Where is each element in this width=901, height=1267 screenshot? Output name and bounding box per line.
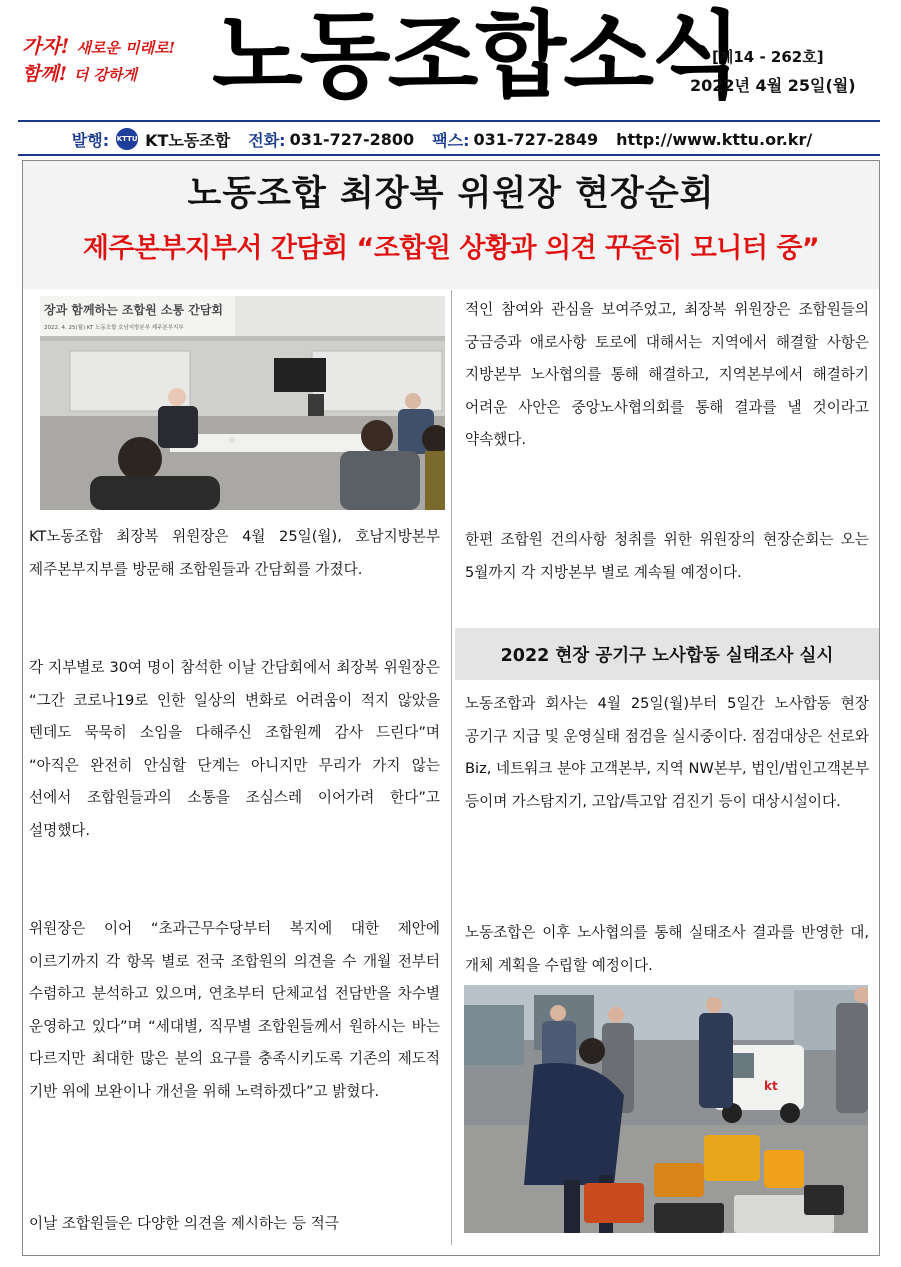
fax-label: 팩스: bbox=[432, 130, 470, 150]
newsletter-title: 노동조합소식 bbox=[212, 2, 739, 111]
slogan-line1-a: 가자! bbox=[22, 34, 70, 58]
column-divider bbox=[451, 290, 452, 1245]
right-paragraph-2: 한편 조합원 건의사항 청취를 위한 위원장의 현장순회는 오는 5월까지 각 지방본부 별로 계속될 예정이다. bbox=[465, 531, 869, 581]
left-paragraph-2: 각 지부별로 30여 명이 참석한 이날 간담회에서 최장복 위원장은 “그간 코로나19로 인한 일상의 변화로 어려움이 적지 않았을 텐데도 묵묵히 소임을 다해주신 조합원께 감사 드린다”며 “아직은 완전히 안심할 단계는 아니지만 무리가 가지 않는 선에서 조합원들과의 소통을 조심스레 이어가려 한다”고 설명했다. bbox=[29, 659, 440, 839]
meeting-photo bbox=[40, 296, 445, 510]
website-link[interactable]: http://www.kttu.or.kr/ bbox=[616, 129, 813, 149]
fax-number: 031-727-2849 bbox=[473, 129, 599, 149]
slogan-line2-a: 함께! bbox=[22, 63, 68, 85]
inspection-photo bbox=[464, 985, 868, 1233]
publisher-label: 발행: bbox=[71, 130, 110, 150]
issue-number: [제14 - 262호] bbox=[712, 48, 824, 66]
issue-date: 2022년 4월 25일(월) bbox=[690, 76, 856, 95]
left-paragraph-4: 이날 조합원들은 다양한 의견을 제시하는 등 적극 bbox=[29, 1215, 339, 1232]
right-paragraph-1: 적인 참여와 관심을 보여주었고, 최장복 위원장은 조합원들의 궁금증과 애로사항 토로에 대해서는 지역에서 해결할 사항은 지방본부 노사협의를 통해 해결하고, 지역본부에서 해결하기 어려운 사안은 중앙노사협의회를 통해 결과를 낼 것이라고 약속했다. bbox=[465, 301, 869, 448]
left-paragraph-3: 위원장은 이어 “초과근무수당부터 복지에 대한 제안에 이르기까지 각 항목 별로 전국 조합원의 의견을 수 개월 전부터 수렴하고 분석하고 있으며, 연초부터 단체교섭 전담반을 차수별 운영하고 있다”며 “세대별, 직무별 조합원들께서 원하시는 바는 다르지만 최대한 많은 분의 요구를 충족시키도록 기존의 제도적 기반 위에 보완이나 개선을 위해 노력하겠다”고 밝혔다. bbox=[29, 920, 440, 1100]
section-title: 2022 현장 공기구 노사합동 실태조사 실시 bbox=[455, 628, 879, 680]
photo1-caption-text: 2022. 4. 25(월) KT 노동조합 호남지방본부 제주본부지부 bbox=[44, 325, 184, 331]
slogan bbox=[22, 32, 197, 89]
section2-paragraph-1: 노동조합과 회사는 4월 25일(월)부터 5일간 노사합동 현장 공기구 지급 및 운영실태 점검을 실시중이다. 점검대상은 선로와 Biz, 네트워크 분야 고객본부, 지역 NW본부, 법인/법인고객본부 등이며 가스탐지기, 고압/특고압 검진기 등이 대상시설이다. bbox=[465, 695, 869, 810]
phone-label: 전화: bbox=[248, 130, 286, 150]
left-paragraph-1: KT노동조합 최장복 위원장은 4월 25일(월), 호남지방본부 제주본부지부를 방문해 조합원들과 간담회를 가졌다. bbox=[29, 528, 440, 578]
top-rule bbox=[18, 120, 880, 122]
kttu-logo-icon: KTTU bbox=[116, 128, 138, 150]
publisher-bar bbox=[18, 124, 880, 154]
publisher-name: KT노동조합 bbox=[145, 130, 231, 150]
slogan-line2-b: 더 강하게 bbox=[73, 66, 137, 84]
bottom-rule bbox=[18, 154, 880, 156]
article-headline: 노동조합 최장복 위원장 현장순회 bbox=[187, 174, 715, 214]
truck-logo-text: kt bbox=[764, 1079, 778, 1093]
slogan-line1-b: 새로운 미래로! bbox=[76, 39, 176, 57]
section2-paragraph-2: 노동조합은 이후 노사협의를 통해 실태조사 결과를 반영한 대,개체 계획을 수립할 예정이다. bbox=[465, 924, 869, 974]
photo1-banner-text: 장과 함께하는 조합원 소통 간담회 bbox=[44, 303, 224, 317]
phone-number: 031-727-2800 bbox=[289, 129, 415, 149]
article-subhead: 제주본부지부서 간담회 “조합원 상황과 의견 꾸준히 모니터 중” bbox=[82, 233, 820, 264]
